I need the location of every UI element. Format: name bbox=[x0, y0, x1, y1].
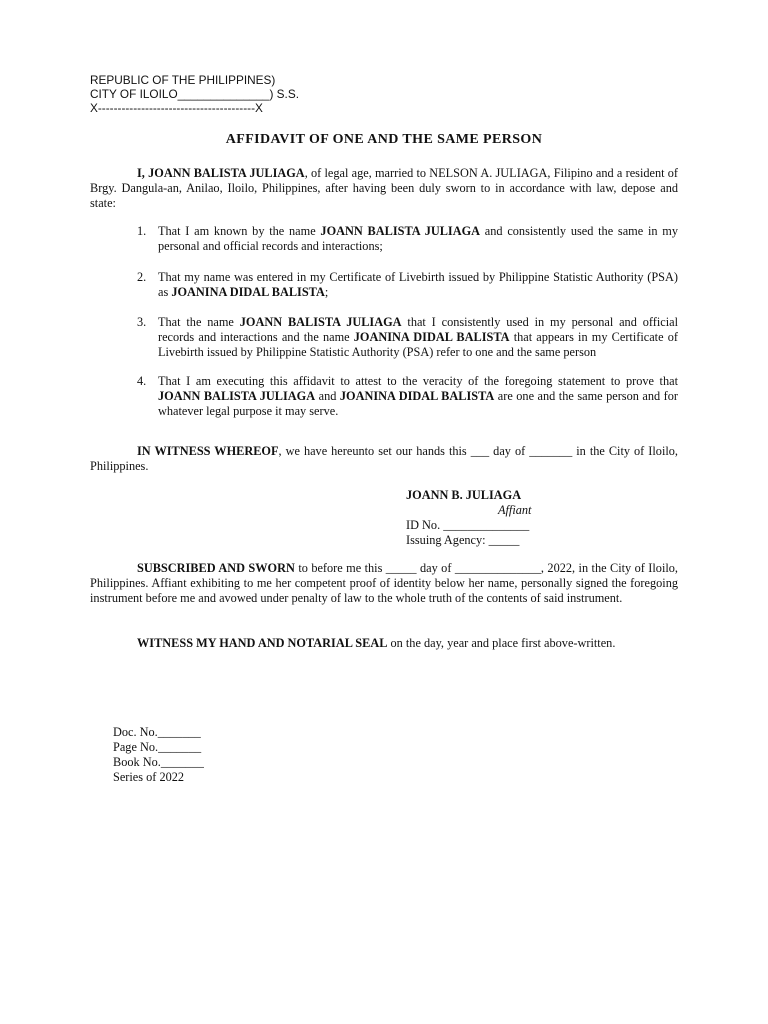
statement-text: that I consistently used in my personal and official records and interactions and the name bbox=[158, 315, 678, 344]
series-line: Series of 2022 bbox=[113, 770, 185, 784]
page-number-line: Page No._______ bbox=[113, 740, 202, 754]
book-number-line: Book No._______ bbox=[113, 755, 204, 769]
intro-paragraph bbox=[90, 166, 678, 211]
statement-item-3 bbox=[90, 315, 678, 360]
statement-bold-name: JOANINA DIDAL BALISTA bbox=[171, 285, 325, 299]
jurat-text: to before me this _____ day of ______________, 2022, in the City of Iloilo, Philippines. Affiant exhibiting to me her competent proof of identity below her name, personally signed the foregoing instrument before me and avowed under penalty of law to the whole truth of the contents of said instrument. bbox=[90, 561, 678, 605]
notarial-register-block bbox=[113, 725, 204, 785]
venue-block bbox=[90, 73, 299, 115]
statement-text: and bbox=[315, 389, 340, 403]
statement-item-4 bbox=[90, 374, 678, 419]
witness-text: , we have hereunto set our hands this ___ day of _______ in the City of Iloilo, Philippines. bbox=[90, 444, 678, 473]
statement-item-1 bbox=[90, 224, 678, 254]
statement-bold-name: JOANINA DIDAL BALISTA bbox=[353, 330, 510, 344]
intro-text: , of legal age, married to NELSON A. JULIAGA, Filipino and a resident of Brgy. Dangula-an, Anilao, Iloilo, Philippines, after having been duly sworn to in accordance with law, depose and state: bbox=[90, 166, 679, 210]
statement-text: That I am executing this affidavit to attest to the veracity of the foregoing statement to prove that bbox=[158, 374, 678, 388]
statements-list bbox=[90, 224, 678, 419]
statement-text: are one and the same person and for whatever legal purpose it may serve. bbox=[158, 389, 678, 418]
intro-pronoun: I, bbox=[137, 166, 149, 180]
venue-line-republic: REPUBLIC OF THE PHILIPPINES) bbox=[90, 73, 276, 87]
venue-line-city: CITY OF ILOILO______________) S.S. bbox=[90, 87, 299, 101]
signature-block bbox=[406, 488, 606, 548]
statement-text: That the name bbox=[158, 315, 240, 329]
affiant-full-name: JOANN BALISTA JULIAGA bbox=[148, 166, 305, 180]
statement-number: 3. bbox=[137, 315, 147, 329]
statement-number: 1. bbox=[137, 224, 147, 238]
jurat-paragraph bbox=[90, 561, 678, 606]
venue-line-separator: X----------------------------------------X bbox=[90, 101, 263, 115]
statement-bold-name: JOANN BALISTA JULIAGA bbox=[320, 224, 481, 238]
statement-text: That I am known by the name bbox=[158, 224, 321, 238]
witness-paragraph bbox=[90, 444, 678, 474]
id-number-line: ID No. ______________ bbox=[406, 518, 530, 532]
document-title: AFFIDAVIT OF ONE AND THE SAME PERSON bbox=[225, 132, 543, 147]
statement-number: 4. bbox=[137, 374, 147, 388]
statement-text: and consistently used the same in my personal and official records and interactions; bbox=[158, 224, 678, 253]
affiant-label: Affiant bbox=[498, 503, 532, 517]
statement-number: 2. bbox=[137, 270, 147, 284]
witness-heading: IN WITNESS WHEREOF bbox=[137, 444, 279, 458]
affiant-name: JOANN B. JULIAGA bbox=[406, 488, 522, 502]
notarial-seal-heading: WITNESS MY HAND AND NOTARIAL SEAL bbox=[137, 636, 388, 650]
statement-text: that appears in my Certificate of Livebirth issued by Philippine Statistic Authority (PSA) refer to one and the same person bbox=[158, 330, 678, 359]
notarial-seal-paragraph bbox=[90, 636, 678, 651]
statement-bold-name: JOANINA DIDAL BALISTA bbox=[339, 389, 495, 403]
statement-bold-name: JOANN BALISTA JULIAGA bbox=[239, 315, 402, 329]
doc-number-line: Doc. No._______ bbox=[113, 725, 201, 739]
notarial-seal-text: on the day, year and place first above-written. bbox=[387, 636, 616, 650]
statement-text: ; bbox=[324, 285, 329, 299]
jurat-heading: SUBSCRIBED AND SWORN bbox=[137, 561, 295, 575]
statement-bold-name: JOANN BALISTA JULIAGA bbox=[158, 389, 316, 403]
statement-item-2 bbox=[90, 270, 678, 300]
issuing-agency-line: Issuing Agency: _____ bbox=[406, 533, 520, 547]
statement-text: That my name was entered in my Certificate of Livebirth issued by Philippine Statistic Authority (PSA) as bbox=[158, 270, 678, 299]
